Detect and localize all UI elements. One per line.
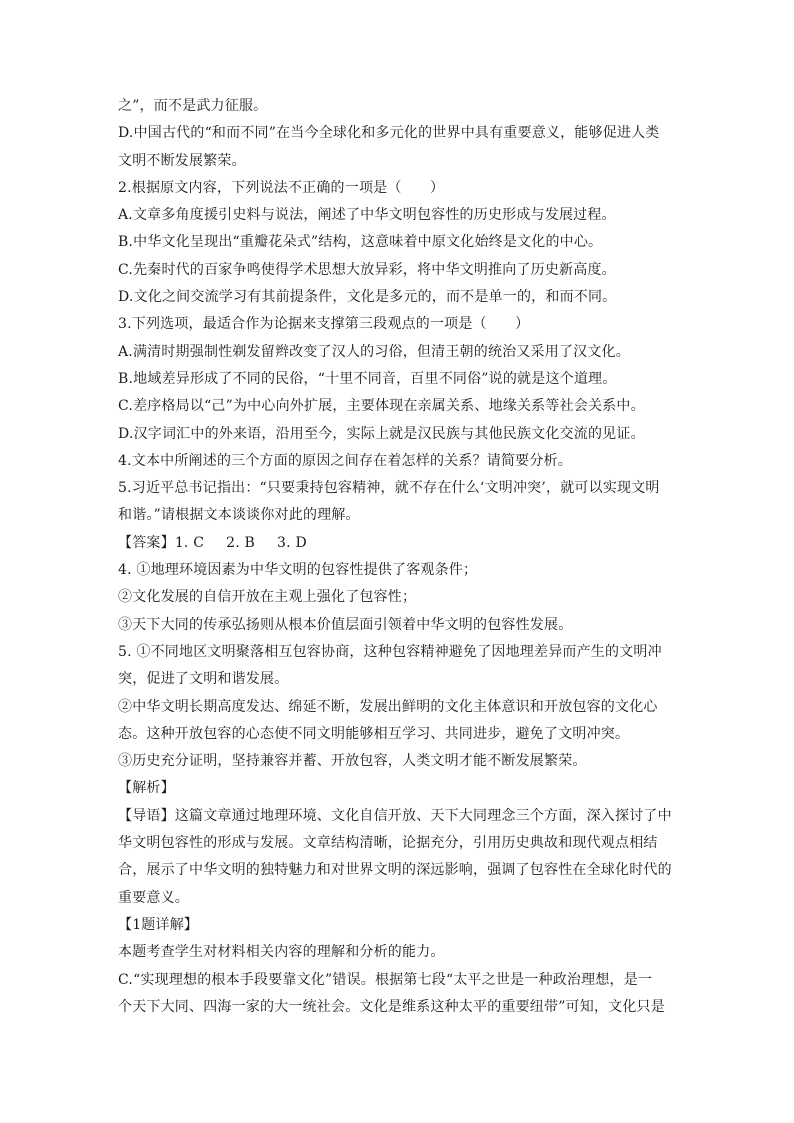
text-line: 和谐。”请根据文本谈谈你对此的理解。 bbox=[118, 507, 360, 524]
text-line: ③历史充分证明，坚持兼容并蓄、开放包容，人类文明才能不断发展繁荣。 bbox=[118, 753, 587, 770]
question-line: 5.习近平总书记指出：“只要秉持包容精神，就不存在什么‘文明冲突’，就可以实现文明 bbox=[118, 480, 660, 497]
answer-item: 1. C bbox=[174, 534, 205, 551]
answer-label: 【答案】 bbox=[118, 534, 175, 551]
section-heading: 【1题详解】 bbox=[118, 916, 199, 933]
question-line: 2.根据原文内容，下列说法不正确的一项是（ ） bbox=[118, 179, 445, 196]
text-line: 合，展示了中华文明的独特魅力和对世界文明的深远影响，强调了包容性在全球化时代的 bbox=[118, 862, 672, 879]
answer-item: 2. B bbox=[226, 534, 256, 551]
text-line: C.“实现理想的根本手段要靠文化”错误。根据第七段“太平之世是一种政治理想，是一 bbox=[118, 971, 653, 988]
document-body bbox=[118, 93, 680, 1021]
answer-line bbox=[118, 530, 680, 557]
text-line: 态。这种开放包容的心态使不同文明能够相互学习、共同进步，避免了文明冲突。 bbox=[118, 725, 630, 742]
text-line: 重要意义。 bbox=[118, 889, 189, 906]
question-line: 4.文本中所阐述的三个方面的原因之间存在着怎样的关系？请简要分析。 bbox=[118, 452, 572, 469]
text-line: ②文化发展的自信开放在主观上强化了包容性； bbox=[118, 589, 417, 606]
text-line: D.中国古代的“和而不同”在当今全球化和多元化的世界中具有重要意义，能够促进人类 bbox=[118, 125, 660, 142]
text-line: 本题考查学生对材料相关内容的理解和分析的能力。 bbox=[118, 944, 445, 961]
option-line: D.汉字词汇中的外来语，沿用至今，实际上就是汉民族与其他民族文化交流的见证。 bbox=[118, 425, 645, 442]
option-line: A.满清时期强制性剃发留辫改变了汉人的习俗，但清王朝的统治又采用了汉文化。 bbox=[118, 343, 630, 360]
option-line: B.中华文化呈现出“重瓣花朵式”结构，这意味着中原文化始终是文化的中心。 bbox=[118, 234, 603, 251]
text-line: 之”，而不是武力征服。 bbox=[118, 98, 268, 114]
option-line: A.文章多角度援引史料与说法，阐述了中华文明包容性的历史形成与发展过程。 bbox=[118, 207, 616, 224]
option-line: B.地域差异形成了不同的民俗，“十里不同音，百里不同俗”说的就是这个道理。 bbox=[118, 370, 617, 387]
text-line: ②中华文明长期高度发达、绵延不断，发展出鲜明的文化主体意识和开放包容的文化心 bbox=[118, 698, 658, 715]
section-heading: 【解析】 bbox=[118, 780, 175, 797]
text-line: 5. ①不同地区文明聚落相互包容协商，这种包容精神避免了因地理差异而产生的文明冲 bbox=[118, 643, 662, 660]
question-line: 3.下列选项，最适合作为论据来支撑第三段观点的一项是（ ） bbox=[118, 316, 530, 333]
option-line: D.文化之间交流学习有其前提条件，文化是多元的，而不是单一的，和而不同。 bbox=[118, 289, 617, 306]
option-line: C.差序格局以“己”为中心向外扩展，主要体现在亲属关系、地缘关系等社会关系中。 bbox=[118, 398, 645, 415]
text-line: 个天下大同、四海一家的大一统社会。文化是维系这种太平的重要纽带”可知，文化只是 bbox=[118, 998, 665, 1015]
text-line: ③天下大同的传承弘扬则从根本价值层面引领着中华文明的包容性发展。 bbox=[118, 616, 573, 633]
text-line: 文明不断发展繁荣。 bbox=[118, 152, 246, 169]
text-line: 【导语】这篇文章通过地理环境、文化自信开放、天下大同理念三个方面，深入探讨了中 bbox=[118, 807, 672, 824]
option-line: C.先秦时代的百家争鸣使得学术思想大放异彩，将中华文明推向了历史新高度。 bbox=[118, 261, 616, 278]
text-line: 突，促进了文明和谐发展。 bbox=[118, 671, 289, 688]
answer-item: 3. D bbox=[277, 534, 307, 551]
text-line: 4. ①地理环境因素为中华文明的包容性提供了客观条件； bbox=[118, 562, 478, 579]
text-line: 华文明包容性的形成与发展。文章结构清晰，论据充分，引用历史典故和现代观点相结 bbox=[118, 835, 658, 852]
